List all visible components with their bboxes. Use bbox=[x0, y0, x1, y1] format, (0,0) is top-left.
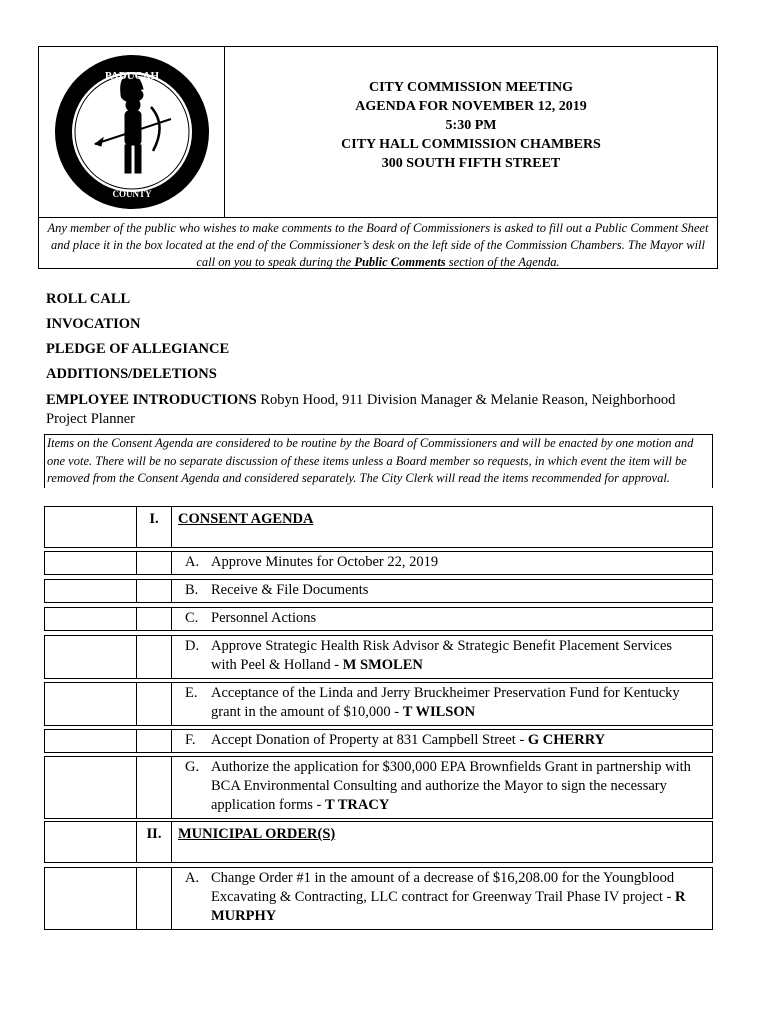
section-i-number: I. bbox=[136, 506, 172, 548]
item-blank-cell bbox=[44, 729, 137, 753]
title-line: CITY HALL COMMISSION CHAMBERS bbox=[341, 137, 601, 152]
agenda-item: A. Approve Minutes for October 22, 2019 bbox=[171, 551, 713, 575]
agenda-header bbox=[38, 46, 718, 269]
svg-text:COUNTY: COUNTY bbox=[112, 189, 152, 199]
title-line: CITY COMMISSION MEETING bbox=[368, 80, 574, 95]
employee-introductions-text: Robyn Hood, 911 Division Manager & Melanie Reason, Neighborhood Project Planner bbox=[46, 392, 676, 427]
item-blank-cell bbox=[136, 756, 172, 819]
public-comment-notice: Any member of the public who wishes to make comments to the Board of Commissioners is asked to fill out a Public Comment Sheet and place it in the box located at the end of the Commissioner’s desk on the left side of the Commission Chambers. The Mayor will call on you to speak during the Public Comments section of the Agenda. bbox=[39, 217, 717, 268]
item-blank-cell bbox=[136, 579, 172, 603]
agenda-item: C. Personnel Actions bbox=[171, 607, 713, 631]
meeting-title bbox=[225, 47, 717, 217]
item-blank-cell bbox=[44, 579, 137, 603]
section-ii-heading: MUNICIPAL ORDER(S) bbox=[171, 821, 713, 863]
invocation-heading: INVOCATION bbox=[46, 316, 141, 332]
section-ii-number: II. bbox=[136, 821, 172, 863]
item-owner: R MURPHY bbox=[211, 889, 686, 924]
consent-agenda-note: Items on the Consent Agenda are considered to be routine by the Board of Commissioners and will be enacted by one motion and one vote. There will be no separate discussion of these items unless a Board member so requests, in which event the item will be removed from the Consent Agenda and considered separately. The City Clerk will read the items recommended for approval. bbox=[44, 434, 713, 488]
item-blank-cell bbox=[44, 607, 137, 631]
section-i-blank-cell bbox=[44, 506, 137, 548]
employee-introductions-label: EMPLOYEE INTRODUCTIONS bbox=[46, 392, 257, 408]
employee-introductions bbox=[46, 391, 718, 429]
item-blank-cell bbox=[136, 729, 172, 753]
item-blank-cell bbox=[136, 682, 172, 726]
city-seal-cell bbox=[39, 47, 225, 217]
item-blank-cell bbox=[136, 867, 172, 930]
item-blank-cell bbox=[136, 635, 172, 679]
agenda-item: F. Accept Donation of Property at 831 Campbell Street - G CHERRY bbox=[171, 729, 713, 753]
agenda-item: E. Acceptance of the Linda and Jerry Bruckheimer Preservation Fund for Kentucky grant in the amount of $10,000 - T WILSON bbox=[171, 682, 713, 726]
section-i-heading: CONSENT AGENDA bbox=[171, 506, 713, 548]
item-owner: T TRACY bbox=[324, 797, 390, 813]
agenda-item: D. Approve Strategic Health Risk Advisor & Strategic Benefit Placement Services with Peel & Holland - M SMOLEN bbox=[171, 635, 713, 679]
item-blank-cell bbox=[44, 635, 137, 679]
city-seal-logo bbox=[39, 47, 225, 217]
item-blank-cell bbox=[44, 756, 137, 819]
title-line: AGENDA FOR NOVEMBER 12, 2019 bbox=[355, 99, 587, 114]
section-ii-blank-cell bbox=[44, 821, 137, 863]
item-blank-cell bbox=[44, 551, 137, 575]
agenda-item: G. Authorize the application for $300,000 EPA Brownfields Grant in partnership with BCA Environmental Consulting and authorize the Mayor to sign the necessary application forms - T TRACY bbox=[171, 756, 713, 819]
item-blank-cell bbox=[44, 867, 137, 930]
public-comments-emphasis: Public Comments bbox=[354, 255, 446, 269]
item-blank-cell bbox=[136, 551, 172, 575]
title-line: 5:30 PM bbox=[445, 118, 497, 133]
item-owner: T WILSON bbox=[402, 704, 476, 720]
item-blank-cell bbox=[136, 607, 172, 631]
svg-text:PADUCAH: PADUCAH bbox=[104, 70, 160, 82]
pledge-heading: PLEDGE OF ALLEGIANCE bbox=[46, 341, 230, 357]
item-owner: M SMOLEN bbox=[342, 657, 423, 673]
title-line: 300 SOUTH FIFTH STREET bbox=[381, 156, 561, 171]
agenda-item: B. Receive & File Documents bbox=[171, 579, 713, 603]
agenda-item: A. Change Order #1 in the amount of a decrease of $16,208.00 for the Youngblood Excavating & Contracting, LLC contract for Greenway Trail Phase IV project - R MURPHY bbox=[171, 867, 713, 930]
additions-deletions-heading: ADDITIONS/DELETIONS bbox=[46, 366, 217, 382]
item-owner: G CHERRY bbox=[527, 732, 606, 748]
item-blank-cell bbox=[44, 682, 137, 726]
roll-call-heading: ROLL CALL bbox=[46, 291, 131, 307]
